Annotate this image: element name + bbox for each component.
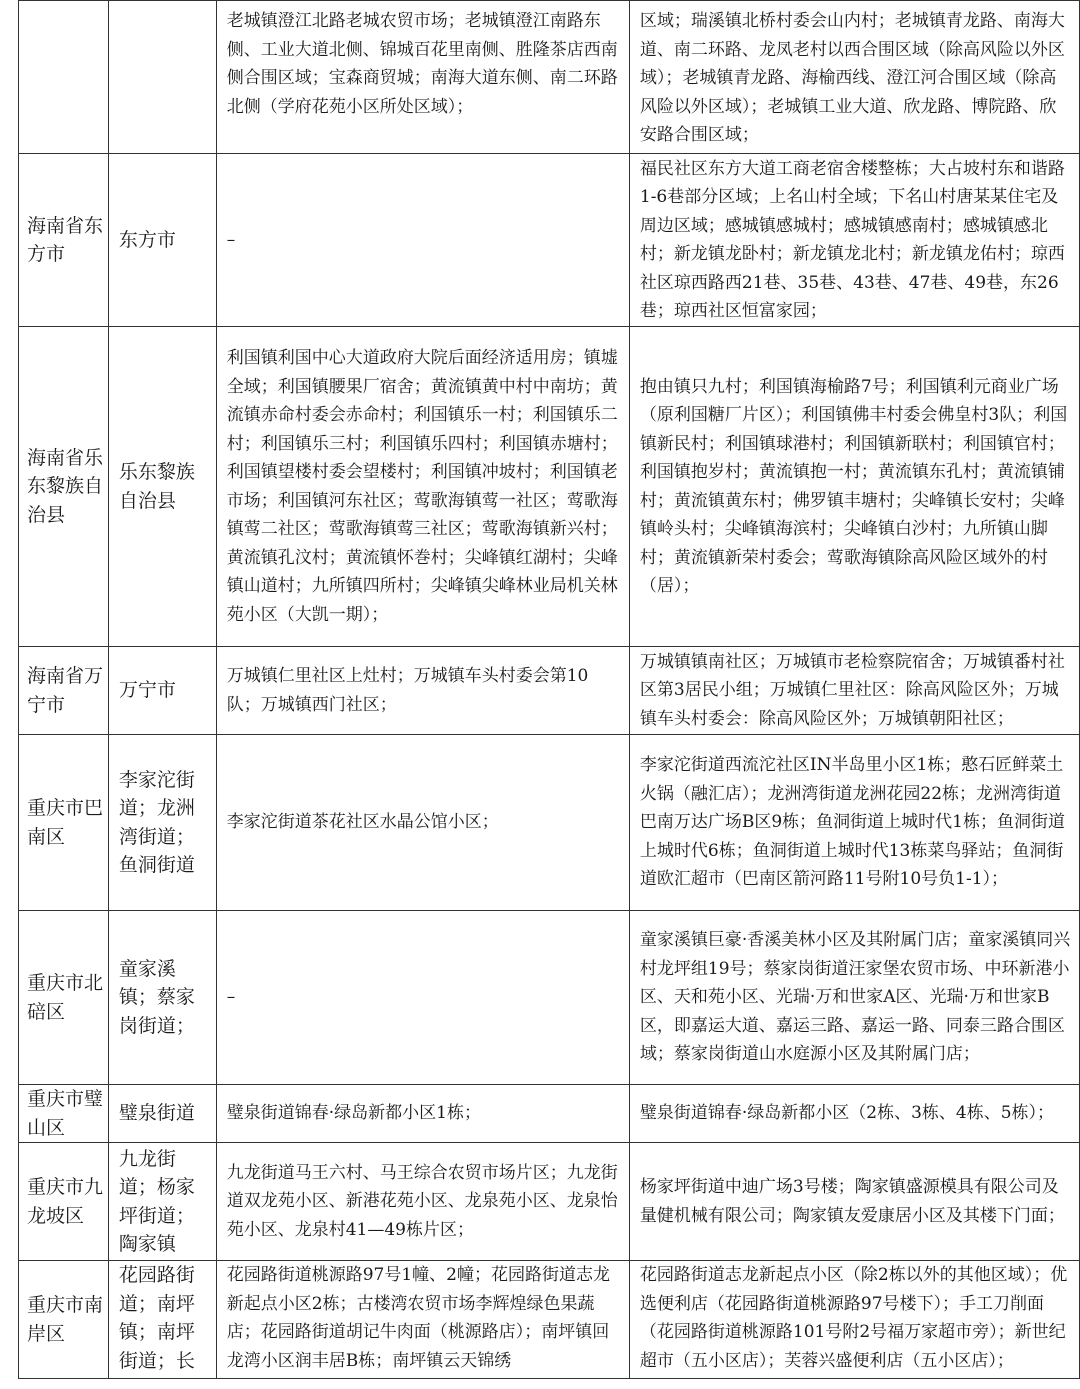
province-cell (19, 1, 109, 154)
mid-risk-cell: 李家沱街道茶花社区水晶公馆小区； (216, 735, 629, 911)
area-cell: 九龙街道；杨家坪街道；陶家镇 (108, 1143, 216, 1261)
low-risk-cell: 花园路街道志龙新起点小区（除2栋以外的其他区域）；优选便利店（花园路街道桃源路97号楼下）；手工刀削面（花园路街道桃源路101号附2号福万家超市旁）；新世纪超市（五小区店）；芙蓉兴盛便利店（五小区店）； (629, 1261, 1079, 1379)
mid-risk-cell: – (216, 154, 629, 327)
risk-area-table (18, 0, 1080, 1379)
table-row (19, 911, 1080, 1085)
province-cell: 海南省万宁市 (19, 647, 109, 735)
table-row (19, 1085, 1080, 1143)
table-row (19, 647, 1080, 735)
province-cell: 重庆市巴南区 (19, 735, 109, 911)
mid-risk-cell: 万城镇仁里社区上灶村；万城镇车头村委会第10队；万城镇西门社区； (216, 647, 629, 735)
mid-risk-cell: – (216, 911, 629, 1085)
table-row (19, 1143, 1080, 1261)
area-cell: 花园路街道；南坪镇；南坪街道；长 (108, 1261, 216, 1379)
low-risk-cell: 璧泉街道锦春·绿岛新都小区（2栋、3栋、4栋、5栋）； (629, 1085, 1079, 1143)
low-risk-cell: 福民社区东方大道工商老宿舍楼整栋；大占坡村东和谐路1-6巷部分区域；上名山村全域；下名山村唐某某住宅及周边区域；感城镇感城村；感城镇感南村；感城镇感北村；新龙镇龙卧村；新龙镇龙北村；新龙镇龙佑村；琼西社区琼西路西21巷、35巷、43巷、47巷、49巷，东26巷；琼西社区恒富家园； (629, 154, 1079, 327)
low-risk-cell: 区域；瑞溪镇北桥村委会山内村；老城镇青龙路、南海大道、南二环路、龙凤老村以西合围区域（除高风险以外区域）；老城镇青龙路、海榆西线、澄江河合围区域（除高风险以外区域）；老城镇工业大道、欣龙路、博院路、欣安路合围区域； (629, 1, 1079, 154)
mid-risk-cell: 利国镇利国中心大道政府大院后面经济适用房；镇墟全域；利国镇腰果厂宿舍；黄流镇黄中村中南坊；黄流镇赤命村委会赤命村；利国镇乐一村；利国镇乐二村；利国镇乐三村；利国镇乐四村；利国镇赤塘村；利国镇望楼村委会望楼村；利国镇冲坡村；利国镇老市场；利国镇河东社区；莺歌海镇莺一社区；莺歌海镇莺二社区；莺歌海镇莺三社区；莺歌海镇新兴村；黄流镇孔汶村；黄流镇怀巻村；尖峰镇红湖村；尖峰镇山道村；九所镇四所村；尖峰镇尖峰林业局机关林苑小区（大凯一期）； (216, 327, 629, 647)
area-cell: 万宁市 (108, 647, 216, 735)
province-cell: 重庆市璧山区 (19, 1085, 109, 1143)
table-row (19, 735, 1080, 911)
mid-risk-cell: 璧泉街道锦春·绿岛新都小区1栋； (216, 1085, 629, 1143)
mid-risk-cell: 老城镇澄江北路老城农贸市场；老城镇澄江南路东侧、工业大道北侧、锦城百花里南侧、胜隆茶店西南侧合围区域；宝森商贸城；南海大道东侧、南二环路北侧（学府花苑小区所处区域）； (216, 1, 629, 154)
low-risk-cell: 李家沱街道西流沱社区IN半岛里小区1栋；憨石匠鲜菜土火锅（融汇店）；龙洲湾街道龙洲花园22栋；龙洲湾街道巴南万达广场B区9栋；鱼洞街道上城时代1栋；鱼洞街道上城时代6栋；鱼洞街道上城时代13栋菜鸟驿站；鱼洞街道欧汇超市（巴南区箭河路11号附10号负1-1）； (629, 735, 1079, 911)
area-cell: 东方市 (108, 154, 216, 327)
province-cell: 海南省乐东黎族自治县 (19, 327, 109, 647)
area-cell: 李家沱街道；龙洲湾街道；鱼洞街道 (108, 735, 216, 911)
low-risk-cell: 童家溪镇巨豪·香溪美林小区及其附属门店；童家溪镇同兴村龙坪组19号；蔡家岗街道汪家堡农贸市场、中环新港小区、天和苑小区、光瑞·万和世家A区、光瑞·万和世家B区，即嘉运大道、嘉运三路、嘉运一路、同泰三路合围区域；蔡家岗街道山水庭源小区及其附属门店； (629, 911, 1079, 1085)
table-row (19, 154, 1080, 327)
area-cell (108, 1, 216, 154)
low-risk-cell: 抱由镇只九村；利国镇海榆路7号；利国镇利元商业广场（原利国糖厂片区）；利国镇佛丰村委会佛皇村3队；利国镇新民村；利国镇球港村；利国镇新联村；利国镇官村；利国镇抱岁村；黄流镇抱一村；黄流镇东孔村；黄流镇铺村；黄流镇黄东村；佛罗镇丰塘村；尖峰镇长安村；尖峰镇岭头村；尖峰镇海滨村；尖峰镇白沙村；九所镇山脚村；黄流镇新荣村委会；莺歌海镇除高风险区域外的村（居）； (629, 327, 1079, 647)
province-cell: 重庆市北碚区 (19, 911, 109, 1085)
table-row (19, 1261, 1080, 1379)
area-cell: 童家溪镇；蔡家岗街道； (108, 911, 216, 1085)
province-cell: 重庆市九龙坡区 (19, 1143, 109, 1261)
table-row (19, 1, 1080, 154)
low-risk-cell: 杨家坪街道中迪广场3号楼；陶家镇盛源模具有限公司及量健机械有限公司；陶家镇友爱康居小区及其楼下门面； (629, 1143, 1079, 1261)
low-risk-cell: 万城镇镇南社区；万城镇市老检察院宿舍；万城镇番村社区第3居民小组；万城镇仁里社区：除高风险区外；万城镇车头村委会：除高风险区外；万城镇朝阳社区； (629, 647, 1079, 735)
mid-risk-cell: 花园路街道桃源路97号1幢、2幢；花园路街道志龙新起点小区2栋；古楼湾农贸市场李辉煌绿色果蔬店；花园路街道胡记牛肉面（桃源路店）；南坪镇回龙湾小区润丰居B栋；南坪镇云天锦绣 (216, 1261, 629, 1379)
province-cell: 海南省东方市 (19, 154, 109, 327)
mid-risk-cell: 九龙街道马王六村、马王综合农贸市场片区；九龙街道双龙苑小区、新港花苑小区、龙泉苑小区、龙泉怡苑小区、龙泉村41—49栋片区； (216, 1143, 629, 1261)
area-cell: 璧泉街道 (108, 1085, 216, 1143)
province-cell: 重庆市南岸区 (19, 1261, 109, 1379)
area-cell: 乐东黎族自治县 (108, 327, 216, 647)
table-row (19, 327, 1080, 647)
